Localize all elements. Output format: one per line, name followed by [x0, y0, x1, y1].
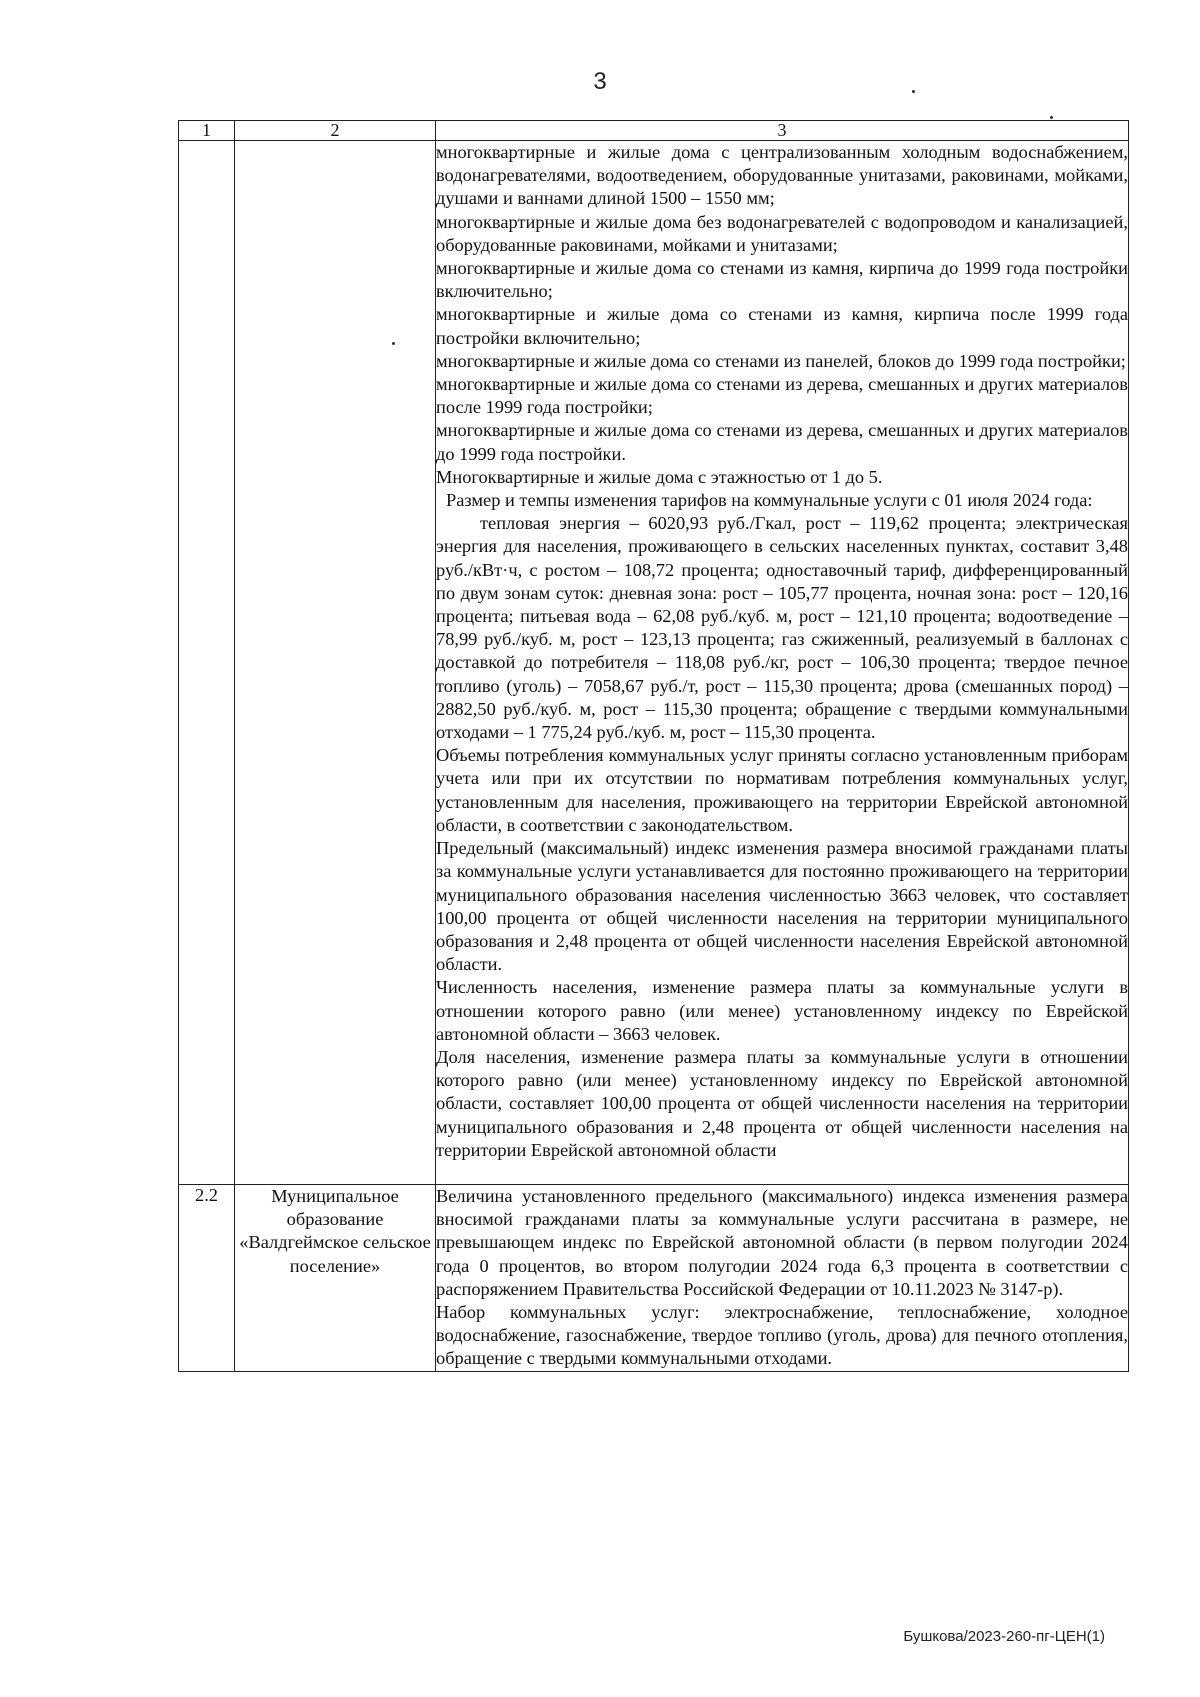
tariff-table — [178, 120, 1129, 1372]
table-row — [179, 141, 1129, 1185]
municipality-name — [235, 141, 436, 1185]
table-row — [179, 1184, 1129, 1371]
description-cell — [436, 1184, 1129, 1371]
page-number: 3 — [593, 68, 607, 95]
row-number — [179, 141, 235, 1185]
population-share: Доля населения, изменение размера платы за коммунальные услуги в отношении которого равно (или менее) установленному индексу по Еврейской автономной области, составляет 100,00 процента от общей численности населения на территории муниципального образования и 2,48 процента от общей численности населения на территории Еврейской автономной области — [436, 1046, 1128, 1160]
index-value-paragraph: Величина установленного предельного (максимального) индекса изменения размера вносимой гражданами платы за коммунальные услуги рассчитана в размере, не превышающем индекс по Еврейской автономной области (в первом полугодии 2024 года 0 процентов, во втором полугодии 2024 года 6,3 процента в соответствии с распоряжением Правительства Российской Федерации от 10.11.2023 № 3147-р). — [436, 1185, 1128, 1299]
max-index-paragraph: Предельный (максимальный) индекс изменения размера вносимой гражданами платы за коммунальные услуги устанавливается для постоянно проживающего на территории муниципального образования населения численностью 3663 человек, что составляет 100,00 процента от общей численности населения на территории муниципального образования и 2,48 процента от общей численности населения Еврейской автономной области. — [436, 838, 1128, 975]
table-header-row — [179, 121, 1129, 141]
housing-category: многоквартирные и жилые дома со стенами из дерева, смешанных и других материалов после 1999 года постройки; — [436, 374, 1128, 418]
tariff-list: тепловая энергия – 6020,93 руб./Гкал, рост – 119,62 процента; электрическая энергия для населения, проживающего в сельских населенных пунктах, составит 3,48 руб./кВт·ч, с ростом – 108,72 процента; одноставочный тариф, дифференцированный по двум зонам суток: дневная зона: рост – 105,77 процента, ночная зона: рост – 120,16 процента; питьевая вода – 62,08 руб./куб. м, рост – 121,10 процента; водоотведение – 78,99 руб./куб. м, рост – 123,13 процента; газ сжиженный, реализуемый в баллонах с доставкой до потребителя – 118,08 руб./кг, рост – 106,30 процента; твердое печное топливо (уголь) – 7058,67 руб./т, рост – 115,30 процента; дрова (смешанных пород) – 2882,50 руб./куб. м, рост – 115,30 процента; обращение с твердыми коммунальными отходами – 1 775,24 руб./куб. м, рост – 115,30 процента. — [436, 513, 1128, 743]
tariff-heading: Размер и темпы изменения тарифов на коммунальные услуги с 01 июля 2024 года: — [446, 490, 1093, 511]
population-count: Численность населения, изменение размера платы за коммунальные услуги в отношении которого равно (или менее) установленному индексу по Еврейской автономной области – 3663 человек. — [436, 977, 1128, 1044]
consumption-volumes: Объемы потребления коммунальных услуг приняты согласно установленным приборам учета или при их отсутствии по нормативам потребления коммунальных услуг, установленным для населения, проживающего на территории Еврейской автономной области, в соответствии с законодательством. — [436, 745, 1128, 835]
housing-category: многоквартирные и жилые дома со стенами из камня, кирпича после 1999 года постройки включительно; — [436, 304, 1128, 348]
description-cell — [436, 141, 1129, 1185]
header-col-1: 1 — [179, 121, 235, 141]
housing-category: многоквартирные и жилые дома со стенами из камня, кирпича до 1999 года постройки включительно; — [436, 258, 1128, 302]
document-code: Бушкова/2023-260-пг-ЦЕН(1) — [903, 1628, 1105, 1645]
municipality-name: Муниципальное образование «Валдгеймское сельское поселение» — [235, 1184, 436, 1371]
header-col-2: 2 — [235, 121, 436, 141]
header-col-3: 3 — [436, 121, 1129, 141]
housing-category: многоквартирные и жилые дома со стенами из панелей, блоков до 1999 года постройки; — [436, 350, 1126, 371]
housing-category: многоквартирные и жилые дома со стенами из дерева, смешанных и других материалов до 1999 года постройки. — [436, 420, 1128, 464]
scan-speck — [1050, 116, 1053, 119]
housing-category: многоквартирные и жилые дома с централизованным холодным водоснабжением, водонагревателями, водоотведением, оборудованные унитазами, раковинами, мойками, душами и ваннами длиной 1500 – 1550 мм; — [436, 142, 1128, 209]
scan-speck — [912, 90, 915, 93]
row-number: 2.2 — [179, 1184, 235, 1371]
floors-note: Многоквартирные и жилые дома с этажностью от 1 до 5. — [436, 466, 883, 487]
housing-category: многоквартирные и жилые дома без водонагревателей с водопроводом и канализацией, оборудованные раковинами, мойками и унитазами; — [436, 211, 1128, 255]
services-set: Набор коммунальных услуг: электроснабжение, теплоснабжение, холодное водоснабжение, газоснабжение, твердое топливо (уголь, дрова) для печного отопления, обращение с твердыми коммунальными отходами. — [436, 1301, 1128, 1369]
